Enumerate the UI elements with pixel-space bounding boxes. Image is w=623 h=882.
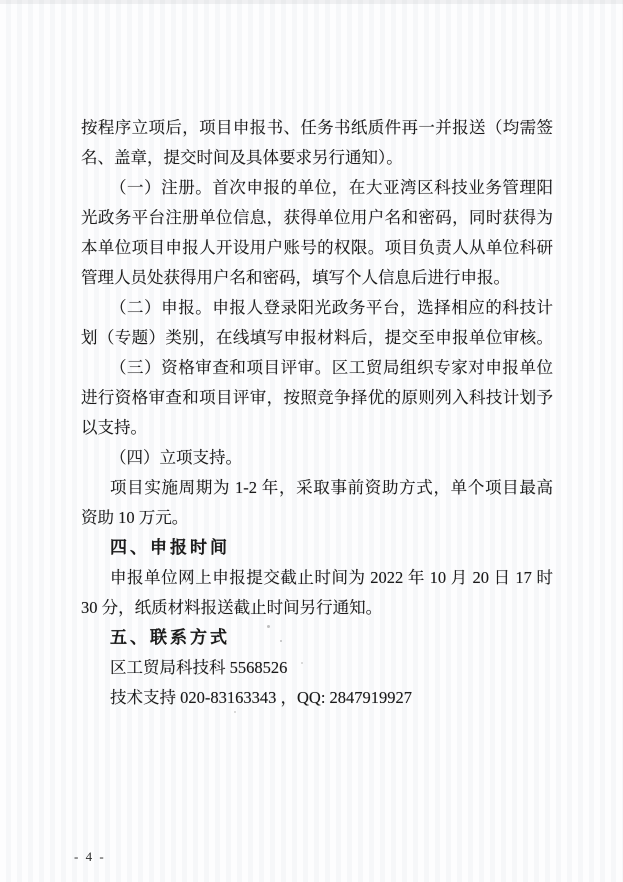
document-line: 资助 10 万元。 <box>81 508 189 527</box>
document-line: 本单位项目申报人开设用户账号的权限。项目负责人从单位科研 <box>81 238 553 257</box>
document-line: 光政务平台注册单位信息，获得单位用户名和密码，同时获得为 <box>81 208 553 227</box>
document-line: （四）立项支持。 <box>110 448 242 467</box>
document-line: 技术支持 020-83163343 ，QQ: 2847919927 <box>110 688 413 707</box>
document-line: 进行资格审查和项目评审，按照竞争择优的原则列入科技计划予 <box>81 388 553 407</box>
document-line: （一）注册。首次申报的单位，在大亚湾区科技业务管理阳 <box>110 178 553 197</box>
page-number: - 4 - <box>74 849 106 864</box>
document-line: 名、盖章，提交时间及具体要求另行通知）。 <box>81 148 403 167</box>
document-line: （二）申报。申报人登录阳光政务平台，选择相应的科技计 <box>110 298 553 317</box>
document-line: 划（专题）类别，在线填写申报材料后，提交至申报单位审核。 <box>81 328 553 347</box>
document-line: 以支持。 <box>81 418 147 437</box>
section-heading: 四、申报时间 <box>110 538 230 557</box>
section-heading: 五、联系方式 <box>110 628 230 647</box>
document-body <box>81 113 553 713</box>
document-line: 30 分，纸质材料报送截止时间另行通知。 <box>81 598 383 617</box>
document-line: 管理人员处获得用户名和密码，填写个人信息后进行申报。 <box>81 268 510 287</box>
document-line: 项目实施周期为 1-2 年，采取事前资助方式，单个项目最高 <box>110 478 553 497</box>
document-line: 区工贸局科技科 5568526 <box>110 658 288 677</box>
document-line: （三）资格审查和项目评审。区工贸局组织专家对申报单位 <box>110 358 553 377</box>
document-line: 按程序立项后，项目申报书、任务书纸质件再一并报送（均需签 <box>81 118 553 137</box>
document-line: 申报单位网上申报提交截止时间为 2022 年 10 月 20 日 17 时 <box>110 568 553 587</box>
